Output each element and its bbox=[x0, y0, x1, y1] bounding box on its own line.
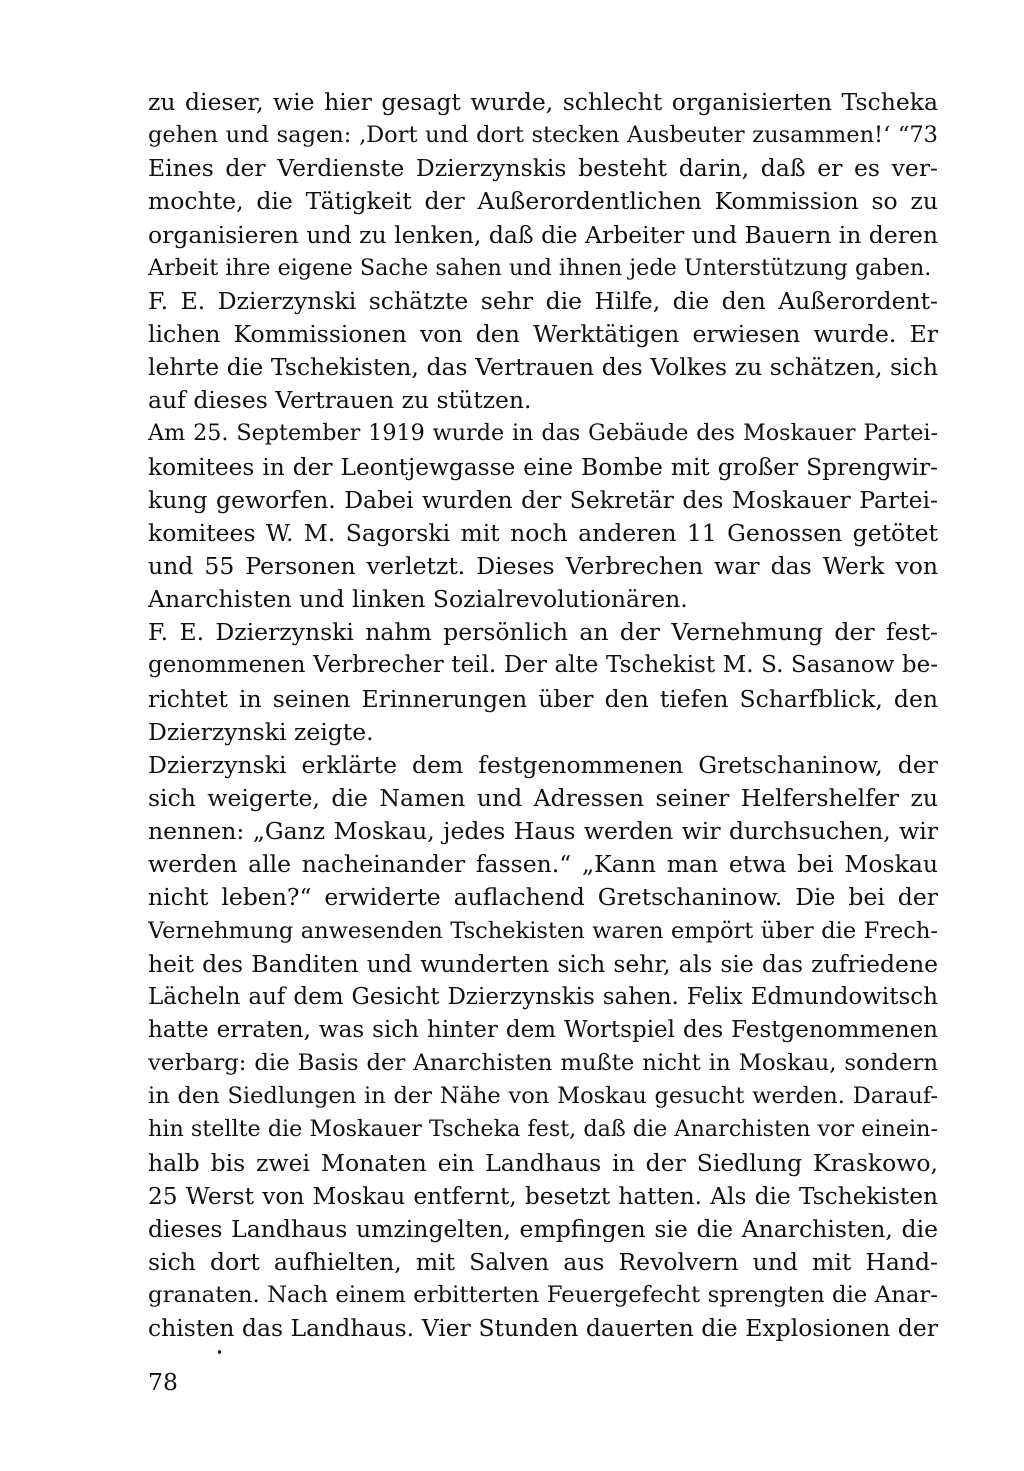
text-line: komitees W. M. Sagorski mit noch anderen 11 Genossen getötet bbox=[148, 518, 938, 547]
text-line: gehen und sagen: ‚Dort und dort stecken Ausbeuter zusammen!‘ “73 bbox=[148, 122, 938, 149]
text-line: verbarg: die Basis der Anarchisten mußte nicht in Moskau, sondern bbox=[148, 1050, 938, 1077]
text-line: F. E. Dzierzynski nahm persönlich an der Vernehmung der fest- bbox=[148, 618, 938, 647]
text-line: organisieren und zu lenken, daß die Arbeiter und Bauern in deren bbox=[148, 220, 938, 249]
text-line: 25 Werst von Moskau entfernt, besetzt hatten. Als die Tschekisten bbox=[148, 1182, 938, 1210]
text-line: richtet in seinen Erinnerungen über den tiefen Scharfblick, den bbox=[148, 684, 938, 713]
text-line: heit des Banditen und wunderten sich sehr, als sie das zufriedene bbox=[148, 949, 938, 978]
text-line: sich weigerte, die Namen und Adressen seiner Helfershelfer zu bbox=[148, 783, 938, 812]
text-line: nennen: „Ganz Moskau, jedes Haus werden wir durchsuchen, wir bbox=[148, 817, 938, 846]
text-line: genommenen Verbrecher teil. Der alte Tschekist M. S. Sasanow be- bbox=[148, 652, 938, 679]
text-line: halb bis zwei Monaten ein Landhaus in der Siedlung Kraskowo, bbox=[148, 1148, 938, 1177]
text-line: Vernehmung anwesenden Tschekisten waren empört über die Frech- bbox=[148, 917, 938, 944]
body-text bbox=[148, 86, 938, 1345]
text-line: Dzierzynski erklärte dem festgenommenen Gretschaninow, der bbox=[148, 750, 938, 779]
text-line: werden alle nacheinander fassen.“ „Kann man etwa bei Moskau bbox=[148, 850, 938, 879]
text-line: mochte, die Tätigkeit der Außerordentlichen Kommission so zu bbox=[148, 187, 938, 216]
print-speck bbox=[218, 1350, 221, 1354]
text-line: auf dieses Vertrauen zu stützen. bbox=[148, 386, 532, 415]
text-line: hin stellte die Moskauer Tscheka fest, daß die Anarchisten vor einein- bbox=[148, 1116, 938, 1143]
text-line: nicht leben?“ erwiderte auflachend Gretschaninow. Die bei der bbox=[148, 883, 938, 912]
text-line: dieses Landhaus umzingelten, empfingen sie die Anarchisten, die bbox=[148, 1214, 938, 1243]
text-line: Dzierzynski zeigte. bbox=[148, 717, 374, 746]
text-line: Anarchisten und linken Sozialrevolutionären. bbox=[148, 585, 688, 614]
text-line: F. E. Dzierzynski schätzte sehr die Hilfe, die den Außerordent- bbox=[148, 286, 938, 315]
text-line: chisten das Landhaus. Vier Stunden dauerten die Explosionen der bbox=[148, 1314, 938, 1343]
text-line: komitees in der Leontjewgasse eine Bombe mit großer Sprengwir- bbox=[148, 453, 938, 481]
page-number: 78 bbox=[148, 1368, 178, 1396]
text-line: hatte erraten, was sich hinter dem Wortspiel des Festgenommenen bbox=[148, 1016, 938, 1043]
text-line: und 55 Personen verletzt. Dieses Verbrechen war das Werk von bbox=[148, 551, 938, 580]
text-line: in den Siedlungen in der Nähe von Moskau gesucht werden. Darauf- bbox=[148, 1083, 938, 1110]
text-line: Lächeln auf dem Gesicht Dzierzynskis sahen. Felix Edmundowitsch bbox=[148, 983, 938, 1010]
text-line: lichen Kommissionen von den Werktätigen erwiesen wurde. Er bbox=[148, 319, 938, 348]
text-line: lehrte die Tschekisten, das Vertrauen des Volkes zu schätzen, sich bbox=[148, 353, 938, 382]
text-line: kung geworfen. Dabei wurden der Sekretär des Moskauer Partei- bbox=[148, 485, 938, 514]
text-line: Arbeit ihre eigene Sache sahen und ihnen jede Unterstützung gaben. bbox=[148, 254, 932, 281]
text-line: Am 25. September 1919 wurde in das Gebäude des Moskauer Partei- bbox=[148, 420, 938, 447]
text-line: sich dort aufhielten, mit Salven aus Revolvern und mit Hand- bbox=[148, 1247, 938, 1276]
text-line: Eines der Verdienste Dzierzynskis besteht darin, daß er es ver- bbox=[148, 154, 938, 183]
text-line: zu dieser, wie hier gesagt wurde, schlecht organisierten Tscheka bbox=[148, 88, 938, 116]
text-line: granaten. Nach einem erbitterten Feuergefecht sprengten die Anar- bbox=[148, 1282, 938, 1309]
